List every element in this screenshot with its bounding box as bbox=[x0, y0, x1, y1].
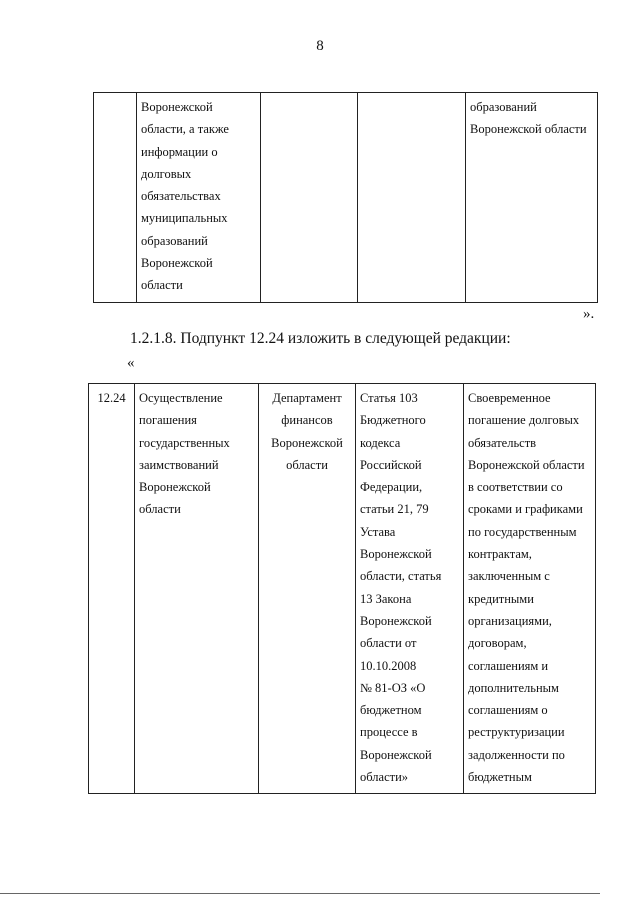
table-cell-result bbox=[464, 384, 596, 794]
table-cell-description bbox=[135, 384, 259, 794]
cell-text: 12.24 bbox=[97, 391, 126, 405]
cell-text: образований Воронежской области bbox=[470, 100, 587, 137]
table-cell-result bbox=[466, 93, 598, 303]
continued-table bbox=[93, 92, 598, 303]
page-bottom-rule bbox=[0, 893, 600, 894]
table-cell-description bbox=[137, 93, 261, 303]
amendment-instruction: 1.2.1.8. Подпункт 12.24 изложить в следующей редакции: bbox=[130, 330, 511, 347]
cell-text: Департамент финансов Воронежской области bbox=[271, 391, 343, 472]
table-cell-number bbox=[94, 93, 137, 303]
table-cell-basis bbox=[358, 93, 466, 303]
cell-text: Осуществление погашения государственных заимствований Воронежской области bbox=[139, 391, 230, 517]
table-cell-number bbox=[89, 384, 135, 794]
page-number: 8 bbox=[316, 38, 324, 54]
cell-text: Статья 103 Бюджетного кодекса Российской Федерации, статьи 21, 79 Устава Воронежской области, статья 13 Закона Воронежской области от 10.10.2008 № 81-ОЗ «О бюджетном процессе в Воронежской области» bbox=[360, 391, 442, 785]
new-subsection-table bbox=[88, 383, 596, 794]
table-cell-responsible bbox=[259, 384, 356, 794]
table-cell-basis bbox=[356, 384, 464, 794]
closing-quote: ». bbox=[583, 306, 595, 322]
opening-quote: « bbox=[127, 355, 135, 371]
table-row bbox=[94, 93, 598, 303]
table-row bbox=[89, 384, 596, 794]
cell-text: Воронежской области, а также информации о долговых обязательствах муниципальных образований Воронежской области bbox=[141, 100, 229, 293]
table-cell-responsible bbox=[261, 93, 358, 303]
cell-text: Своевременное погашение долговых обязательств Воронежской области в соответствии со сроками и графиками по государственным контрактам, заключенным с кредитными организациями, договорам, соглашениям и дополнительным соглашениям о реструктуризации задолженности по бюджетным bbox=[468, 391, 585, 785]
